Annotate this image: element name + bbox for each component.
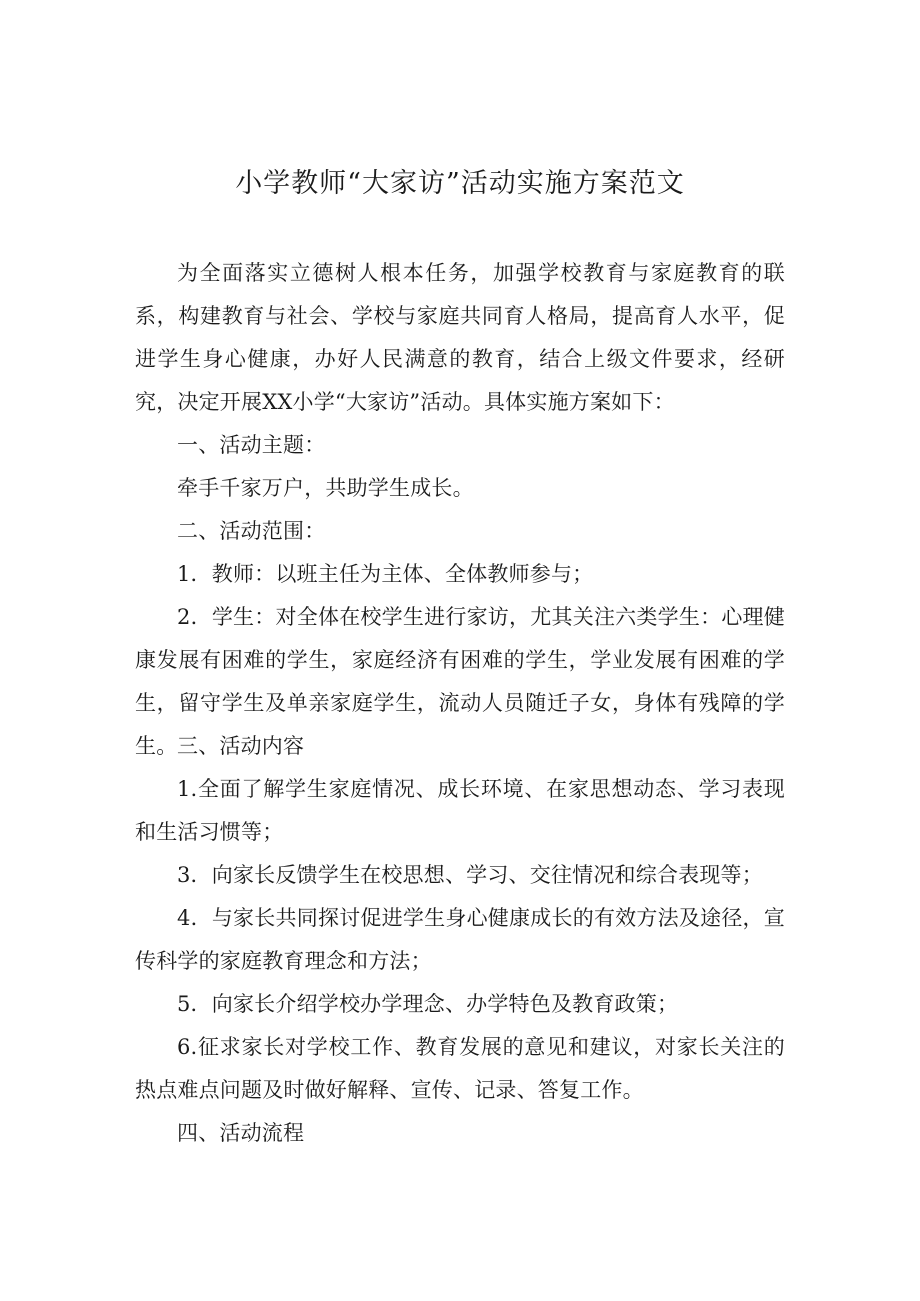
content-item-5: 5．向家长介绍学校办学理念、办学特色及教育政策； [177, 992, 679, 1016]
content-item-3: 3．向家长反馈学生在校思想、学习、交往情况和综合表现等； [177, 863, 763, 887]
theme-text: 牵手千家万户，共助学生成长。 [177, 476, 474, 500]
section-heading-process: 四、活动流程 [177, 1121, 305, 1145]
document-title: 小学教师“大家访”活动实施方案范文 [235, 168, 685, 199]
content-item-6: 6.征求家长对学校工作、教育发展的意见和建议，对家长关注的热点难点问题及时做好解释、宣传、记录、答复工作。 [135, 1035, 785, 1102]
intro-paragraph: 为全面落实立德树人根本任务，加强学校教育与家庭教育的联系，构建教育与社会、学校与家庭共同育人格局，提高育人水平，促进学生身心健康，办好人民满意的教育，结合上级文件要求，经研究，决定开展XX小学“大家访”活动。具体实施方案如下： [135, 261, 785, 414]
section-heading-scope: 二、活动范围： [177, 519, 326, 543]
section-heading-theme: 一、活动主题： [177, 433, 326, 457]
scope-item-students: 2．学生：对全体在校学生进行家访，尤其关注六类学生：心理健康发展有困难的学生，家庭经济有困难的学生，学业发展有困难的学生，留守学生及单亲家庭学生，流动人员随迁子女，身体有残障的学生。 [135, 605, 785, 758]
content-item-1: 1.全面了解学生家庭情况、成长环境、在家思想动态、学习表现和生活习惯等； [135, 777, 785, 844]
section-heading-content: 三、活动内容 [177, 734, 305, 758]
scope-item-teachers: 1．教师：以班主任为主体、全体教师参与； [177, 562, 594, 586]
content-item-4: 4．与家长共同探讨促进学生身心健康成长的有效方法及途径，宣传科学的家庭教育理念和方法； [135, 906, 785, 973]
